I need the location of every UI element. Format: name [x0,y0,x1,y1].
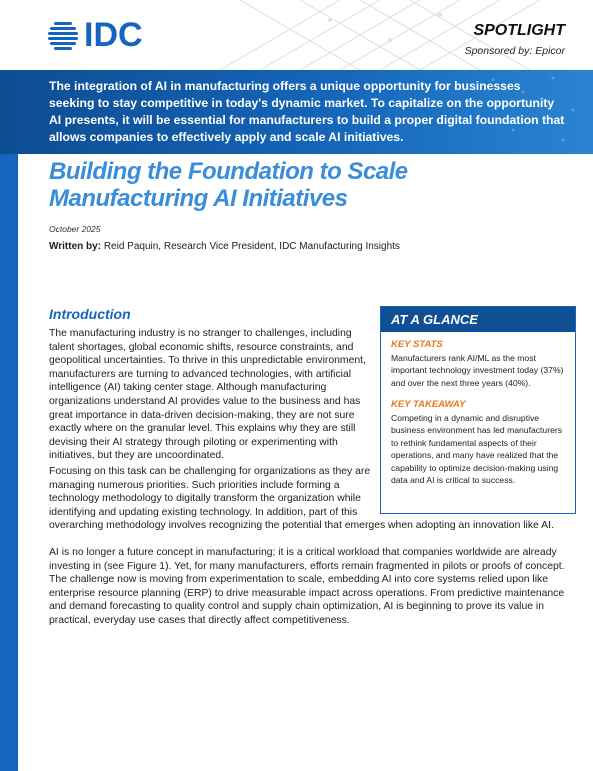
introduction-paragraph-1: The manufacturing industry is no stranger to challenges, including talent shortages, global economic shifts, resource constraints, and geopolitical uncertainties. To thrive in this unpredictable environment, manufacturers are turning to advanced technologies, with artificial intelligence (AI) taking center stage. Although manufacturing organizations understand AI provides value to the business and has great importance in data-driven decision-making, they are not sure exactly where on the granular level. This explains why they are still devising their AI strategy through piloting or experimenting with initiatives, but they are uncoordinated. [49,328,366,462]
key-takeaway-label: KEY TAKEAWAY [391,399,466,410]
report-type-label: SPOTLIGHT [473,22,565,39]
idc-logo [48,18,143,52]
introduction-paragraph-2-continued: overarching methodology involves recognizing the potential that emerges when adopting an innovation like AI. [49,520,554,531]
byline [49,241,400,252]
at-a-glance-box [380,306,576,514]
summary-banner [0,70,593,154]
publication-date: October 2025 [49,224,101,234]
byline-label: Written by: [49,241,102,252]
key-stats-label: KEY STATS [391,339,443,350]
introduction-paragraph-3: AI is no longer a future concept in manufacturing; it is a critical workload that companies worldwide are already investing in (see Figure 1). Yet, for many manufacturers, efforts remain fragmented in pilots or proofs of concept. The challenge now is moving from experimentation to scale, embedding AI into core systems relied upon like enterprise resource planning (ERP) to drive measurable impact across operations. From predictive maintenance and demand forecasting to quality control and supply chain optimization, AI is beginning to prove its value in practical, everyday use cases that directly affect competitiveness. [49,547,565,626]
key-stats-text: Manufacturers rank AI/ML as the most important technology investment today (37%) and over the next three years (40%). [391,353,564,388]
logo-wordmark: IDC [84,16,143,54]
introduction-paragraph-2: Focusing on this task can be challenging for organizations as they are managing numerous priorities. Such priorities include forming a technology methodology to digitally transform the organization while identifying and updating existing technology. In addition, part of this [49,466,371,518]
byline-author: Reid Paquin, Research Vice President, IDC Manufacturing Insights [101,241,400,252]
page-header [0,0,593,70]
document-title: Building the Foundation to Scale Manufacturing AI Initiatives [49,158,408,212]
at-a-glance-heading: AT A GLANCE [381,307,575,332]
key-takeaway-text: Competing in a dynamic and disruptive business environment has led manufacturers to rethink fundamental aspects of their operations, and many have realized that the capability to optimize decision-making using data and AI is critical to success. [391,413,563,486]
banner-summary-text: The integration of AI in manufacturing offers a unique opportunity for businesses seeking to stay competitive in today's dynamic market. To capitalize on the opportunity AI presents, it will be essential for manufacturers to build a proper digital foundation that allows companies to effectively apply and scale AI initiatives. [49,79,565,144]
introduction-heading: Introduction [49,306,131,322]
globe-icon [48,20,78,50]
sponsor-label: Sponsored by: Epicor [464,45,565,57]
left-accent-bar [0,154,18,771]
